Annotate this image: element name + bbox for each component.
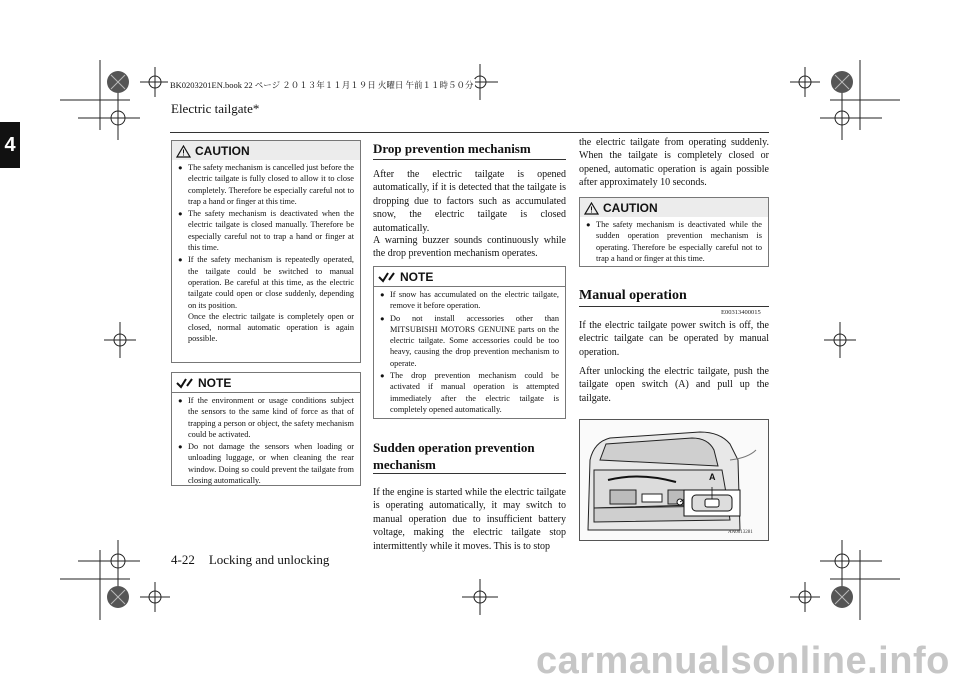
page-title: Electric tailgate* [171, 101, 260, 116]
pencil-check-icon [176, 377, 194, 389]
note-box [171, 372, 361, 486]
manual-operation-rule [579, 306, 769, 307]
note-box-middle [373, 266, 566, 419]
list-item: ● If snow has accumulated on the electric tailgate, remove it before operation. [380, 289, 559, 312]
manual-operation-para1: If the electric tailgate power switch is off, the electric tailgate can be operated by manual operation. [579, 320, 769, 358]
section-code: E00313400015 [721, 309, 761, 316]
note-heading-text: NOTE [198, 376, 232, 390]
sudden-operation-heading [373, 439, 568, 473]
caution-heading [580, 198, 768, 217]
figure-code: AA0013281 [728, 530, 753, 535]
sudden-heading-line2: mechanism [373, 457, 436, 472]
page-footer [171, 552, 329, 568]
header-rule [170, 132, 769, 133]
page-number: 4-22 [171, 552, 195, 567]
drop-prevention-para2: A warning buzzer sounds continuously while the drop prevention mechanism operates. [373, 235, 566, 260]
list-item [178, 254, 354, 344]
note-heading [172, 373, 360, 393]
drop-prevention-para1: After the electric tailgate is opened automatically, if it is detected that the tailgate is dropping due to factors such as accumulated snow, the electric tailgate is closed automatically. [373, 169, 566, 234]
tailgate-figure [579, 419, 769, 541]
list-item-extra: Once the electric tailgate is completely open or closed, normal automatic operation is again possible. [188, 311, 354, 344]
note-list [172, 393, 360, 492]
caution-heading-text: CAUTION [603, 201, 658, 215]
list-item: ● The safety mechanism is deactivated while the sudden operation prevention mechanism is operating. Therefore be especially careful not to trap a hand or finger at this time. [586, 219, 762, 264]
caution-heading-text: CAUTION [195, 144, 250, 158]
file-label: BK0203201EN.book 22 ページ ２０１３年１１月１９日 火曜日 午前１１時５０分 [170, 80, 474, 90]
watermark: carmanualsonline.info [536, 640, 950, 682]
caution-list [580, 217, 768, 270]
list-item-text: If the safety mechanism is repeatedly operated, the tailgate could be switched to manual operation. Be careful at this time, as the electric tailgate could open or close suddenly, depending on its position. [188, 255, 354, 310]
list-item: ● The safety mechanism is cancelled just before the electric tailgate is fully closed to allow it to close completely. Therefore be especially careful not to trap a hand or finger at this time. [178, 162, 354, 207]
list-item: ● The drop prevention mechanism could be activated if manual operation is attempted immediately after the electric tailgate is completely opened automatically. [380, 370, 559, 415]
drop-prevention-heading: Drop prevention mechanism [373, 141, 531, 156]
sudden-operation-rule [373, 473, 566, 474]
manual-operation-para2: After unlocking the electric tailgate, push the tailgate open switch (A) and pull up the tailgate. [579, 366, 769, 404]
chapter-tab: 4 [0, 122, 20, 168]
note-list [374, 287, 565, 421]
caution-heading [172, 141, 360, 160]
caution-list [172, 160, 360, 351]
figure-callout-a: A [709, 472, 716, 482]
list-item: ● The safety mechanism is deactivated when the electric tailgate is closed manually. Therefore be especially careful not to trap a hand or finger at this time. [178, 208, 354, 253]
note-heading [374, 267, 565, 287]
sudden-heading-line1: Sudden operation prevention [373, 440, 535, 455]
section-name: Locking and unlocking [208, 552, 330, 567]
pencil-check-icon [378, 271, 396, 283]
sudden-operation-para: If the engine is started while the electric tailgate is operating automatically, it may switch to manual operation due to insufficient battery voltage, making the electric tailgate stop intermittently while it moves. This is to stop [373, 487, 566, 552]
drop-prevention-rule [373, 159, 566, 160]
manual-operation-heading: Manual operation [579, 288, 687, 303]
list-item: ● Do not install accessories other than MITSUBISHI MOTORS GENUINE parts on the electric tailgate. Some accessories could be too heavy, causing the drop prevention mechanism to operate. [380, 313, 559, 369]
note-heading-text: NOTE [400, 270, 434, 284]
caution-box-right [579, 197, 769, 267]
list-item: ● Do not damage the sensors when loading or unloading luggage, or when cleaning the rear window. Doing so could prevent the tailgate from closing automatically. [178, 441, 354, 486]
warning-triangle-icon [176, 145, 191, 158]
right-intro-para: the electric tailgate from operating suddenly. When the tailgate is completely closed or opened, automatic operation is again possible after approximately 10 seconds. [579, 137, 769, 189]
caution-box [171, 140, 361, 363]
warning-triangle-icon [584, 202, 599, 215]
tailgate-illustration [580, 420, 768, 540]
list-item: ● If the environment or usage conditions subject the sensors to the same kind of force as that of trapping a person or object, the safety mechanism could be activated. [178, 395, 354, 440]
